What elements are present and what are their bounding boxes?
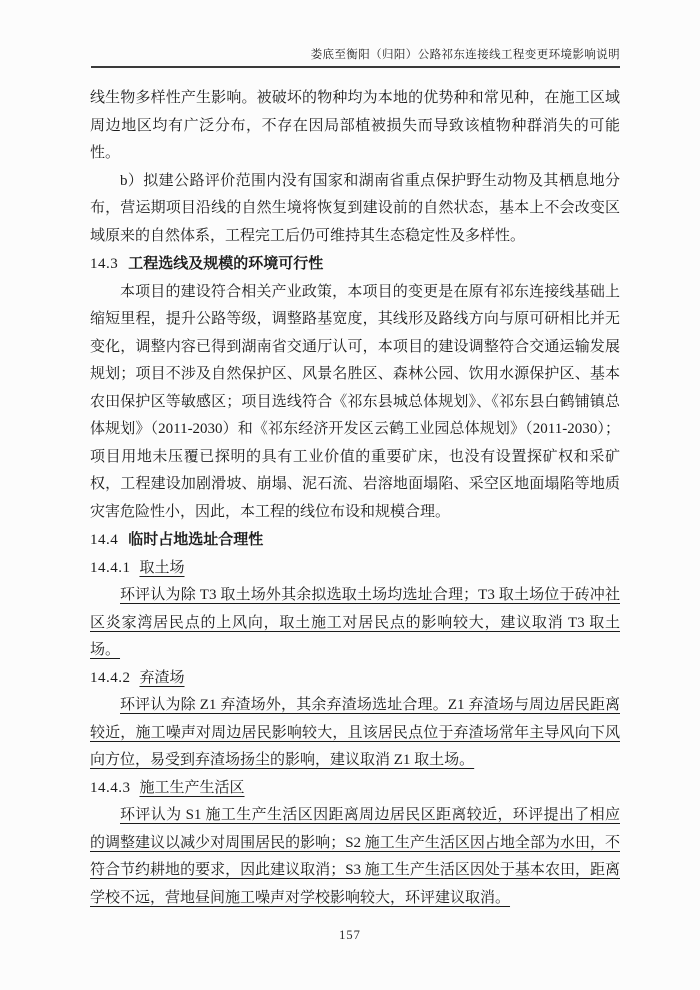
- section-heading-14-3: [90, 250, 620, 279]
- paragraph-biodiversity: 线生物多样性产生影响。被破坏的物种均为本地的优势种和常见种，在施工区域周边地区均有广泛分布，不存在因局部植被损失而导致该植物种群消失的可能性。: [90, 90, 620, 161]
- subsection-title: 弃渣场: [139, 669, 185, 686]
- section-heading-14-4: [90, 526, 620, 555]
- section-number: 14.3: [90, 256, 119, 272]
- section-number: 14.4: [90, 532, 119, 548]
- subsection-heading-14-4-3: [90, 775, 620, 803]
- document-body: [90, 85, 620, 912]
- subsection-number: 14.4.1: [90, 559, 131, 576]
- paragraph-spoil-site: 环评认为除 Z1 弃渣场外，其余弃渣场选址合理。Z1 弃渣场与周边居民距离较近，施工噪声对周边居民影响较大，且该居民点位于弃渣场常年主导风向下风向方位，易受到弃渣场扬尘的影响，建议取消 Z1 取土场。: [90, 697, 620, 768]
- paragraph-construction-camp: 环评认为 S1 施工生产生活区因距离周边居民区距离较近，环评提出了相应的调整建议以减少对周围居民的影响；S2 施工生产生活区因占地全部为水田，不符合节约耕地的要求，因此建议取消；S3 施工生产生活区因处于基本农田，距离学校不远，营地昼间施工噪声对学校影响较大，环评建议取消。: [90, 807, 620, 906]
- subsection-number: 14.4.2: [90, 669, 131, 686]
- paragraph-route-feasibility: 本项目的建设符合相关产业政策，本项目的变更是在原有祁东连接线基础上缩短里程，提升公路等级，调整路基宽度，其线形及路线方向与原可研相比并无变化，调整内容已得到湖南省交通厅认可，本项目的建设调整符合交通运输发展规划；项目不涉及自然保护区、风景名胜区、森林公园、饮用水源保护区、基本农田保护区等敏感区；项目选线符合《祁东县城总体规划》、《祁东县白鹤铺镇总体规划》（2011-2030）和《祁东经济开发区云鹤工业园总体规划》（2011-2030）；项目用地未压覆已探明的具有工业价值的重要矿床，也没有设置探矿权和采矿权，工程建设加剧滑坡、崩塌、泥石流、岩溶地面塌陷、采空区地面塌陷等地质灾害危险性小，因此，本工程的线位布设和规模合理。: [90, 283, 620, 520]
- paragraph-borrow-site: 环评认为除 T3 取土场外其余拟选取土场均选址合理；T3 取土场位于砖冲社区炎家湾居民点的上风向，取土施工对居民点的影响较大，建议取消 T3 取土场。: [90, 587, 620, 658]
- header-title: 娄底至衡阳（归阳）公路祁东连接线工程变更环境影响说明: [310, 49, 620, 61]
- section-title: 工程选线及规模的环境可行性: [128, 255, 324, 272]
- paragraph-wildlife: b）拟建公路评价范围内没有国家和湖南省重点保护野生动物及其栖息地分布，营运期项目沿线的自然生境将恢复到建设前的自然状态，基本上不会改变区域原来的自然体系，工程完工后仍可维持其生态稳定性及多样性。: [90, 172, 620, 244]
- subsection-heading-14-4-2: [90, 665, 620, 693]
- page-number: 157: [339, 928, 361, 942]
- subsection-heading-14-4-1: [90, 555, 620, 583]
- subsection-title: 取土场: [139, 559, 185, 576]
- subsection-number: 14.4.3: [90, 779, 131, 796]
- header-rule-divider: [91, 66, 620, 68]
- page-header: [91, 0, 620, 68]
- page-footer: [0, 926, 700, 944]
- section-title: 临时占地选址合理性: [128, 531, 264, 548]
- subsection-title: 施工生产生活区: [139, 779, 245, 796]
